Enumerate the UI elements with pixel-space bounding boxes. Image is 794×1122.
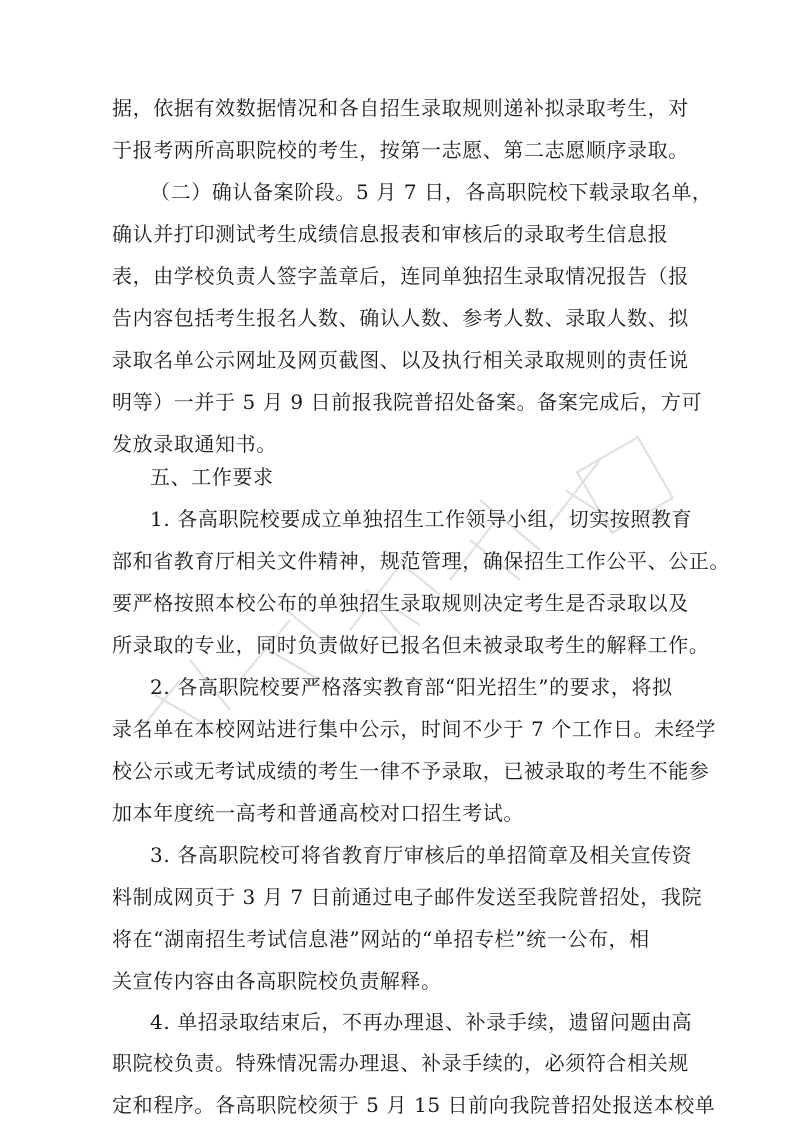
text-line-8: 明等）一并于 5 月 9 日前报我院普招处备案。备案完成后，方可 — [112, 390, 703, 414]
section-heading: 五、工作要求 — [150, 465, 274, 489]
text-line-18: 加本年度统一高考和普通高校对口招生考试。 — [112, 801, 524, 825]
text-line-22: 关宣传内容由各高职院校负责解释。 — [112, 969, 442, 993]
text-line-17: 校公示或无考试成绩的考生一律不予录取，已被录取的考生不能参 — [112, 759, 710, 783]
text-line-24: 职院校负责。特殊情况需办理退、补录手续的，必须符合相关规 — [112, 1051, 689, 1075]
text-line-3: （二）确认备案阶段。5 月 7 日，各高职院校下载录取名单， — [150, 180, 713, 204]
text-line-23: 4. 单招录取结束后，不再办理退、补录手续，遗留问题由高 — [150, 1010, 693, 1034]
text-line-14: 所录取的专业，同时负责做好已报名但未被录取考生的解释工作。 — [112, 633, 710, 657]
text-line-12: 部和省教育厅相关文件精神，规范管理，确保招生工作公平、公正。 — [112, 549, 730, 573]
text-line-20: 料制成网页于 3 月 7 日前通过电子邮件发送至我院普招处，我院 — [112, 885, 703, 909]
text-line-13: 要严格按照本校公布的单独招生录取规则决定考生是否录取以及 — [112, 591, 689, 615]
text-line-25: 定和程序。各高职院校须于 5 月 15 日前向我院普招处报送本校单 — [112, 1093, 716, 1117]
text-line-7: 录取名单公示网址及网页截图、以及执行相关录取规则的责任说 — [112, 348, 689, 372]
text-line-19: 3. 各高职院校可将省教育厅审核后的单招简章及相关宣传资 — [150, 843, 693, 867]
text-line-21: 将在“湖南招生考试信息港”网站的“单招专栏”统一公布，相 — [112, 927, 650, 951]
text-line-15: 2. 各高职院校要严格落实教育部“阳光招生”的要求，将拟 — [150, 675, 673, 699]
text-line-9: 发放录取通知书。 — [112, 432, 277, 456]
text-line-2: 于报考两所高职院校的考生，按第一志愿、第二志愿顺序录取。 — [112, 138, 689, 162]
text-line-11: 1. 各高职院校要成立单独招生工作领导小组，切实按照教育 — [150, 507, 693, 531]
text-line-1: 据，依据有效数据情况和各自招生录取规则递补拟录取考生，对 — [112, 96, 689, 120]
text-line-4: 确认并打印测试考生成绩信息报表和审核后的录取考生信息报 — [112, 222, 669, 246]
text-line-16: 录名单在本校网站进行集中公示，时间不少于 7 个工作日。未经学 — [112, 717, 717, 741]
text-line-6: 告内容包括考生报名人数、确认人数、参考人数、录取人数、拟 — [112, 306, 689, 330]
text-line-5: 表，由学校负责人签字盖章后，连同单独招生录取情况报告（报 — [112, 264, 689, 288]
